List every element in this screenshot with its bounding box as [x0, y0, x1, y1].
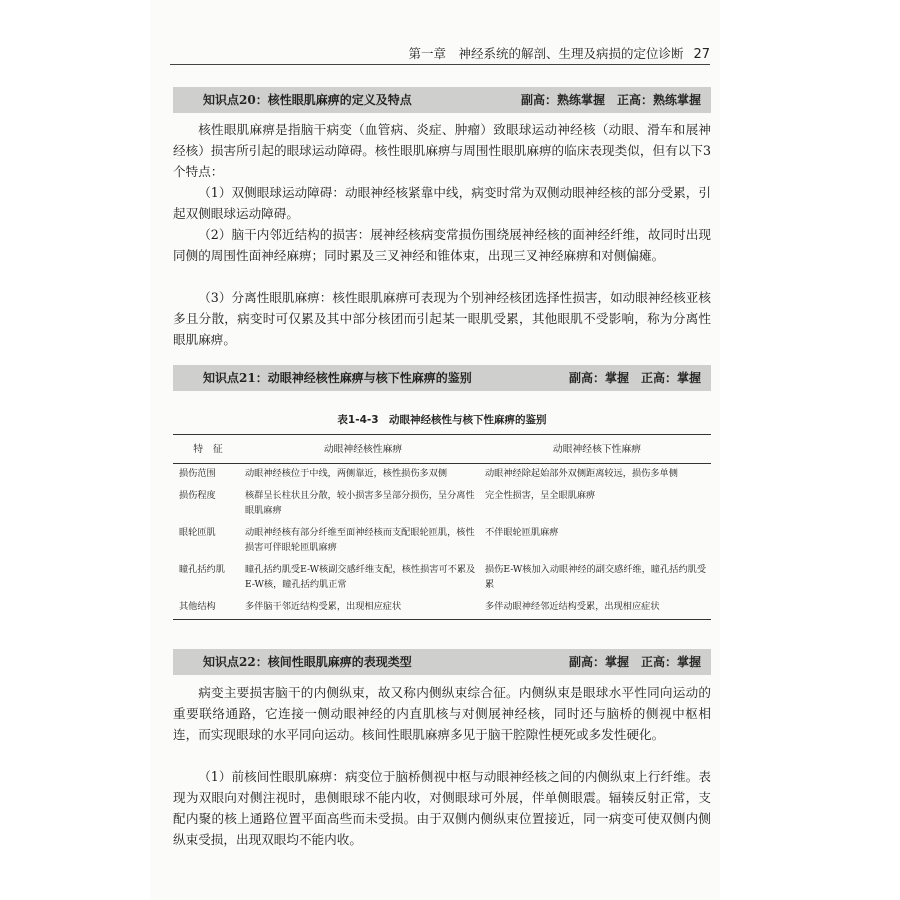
kp20-point-1: （1）双侧眼球运动障碍：动眼神经核紧靠中线，病变时常为双侧动眼神经核的部分受累，引起双侧眼球运动障碍。: [173, 185, 711, 221]
nuclear-cell: 瞳孔括约肌受E-W核副交感纤维支配，核性损害可不累及E-W核，瞳孔括约肌正常: [245, 564, 476, 590]
kp22-intro-paragraph: 病变主要损害脑干的内侧纵束，故又称内侧纵束综合征。内侧纵束是眼球水平性同向运动的重要联络通路，它连接一侧动眼神经的内直肌核与对侧展神经核，同时还与脑桥的侧视中枢相连，而实现眼球的水平同向运动。核间性眼肌麻痹多见于脑干腔隙性梗死或多发性硬化。: [173, 685, 711, 742]
table-row: [173, 523, 711, 560]
infranuclear-cell: 多伴动眼神经邻近结构受累，出现相应症状: [483, 597, 711, 620]
knowledge-point-22-banner: [173, 649, 711, 675]
knowledge-point-21-banner: [173, 365, 711, 391]
nuclear-cell: 动眼神经核位于中线，两侧靠近，核性损伤多双侧: [245, 468, 448, 479]
nuclear-cell: 动眼神经核有部分纤维至面神经核而支配眼轮匝肌，核性损害可伴眼轮匝肌麻痹: [245, 527, 475, 553]
feature-cell: 其他结构: [173, 597, 243, 620]
knowledge-point-20-banner: [173, 87, 711, 113]
header-infranuclear: 动眼神经核下性麻痹: [483, 435, 711, 464]
feature-cell: 眼轮匝肌: [179, 527, 216, 538]
table-caption: 表1-4-3 动眼神经核性与核下性麻痹的鉴别: [337, 414, 547, 426]
header-nuclear: 动眼神经核性麻痹: [243, 435, 483, 464]
kp22-level: 副高：掌握 正高：掌握: [568, 655, 701, 669]
kp20-intro-paragraph: 核性眼肌麻痹是指脑干病变（血管病、炎症、肿瘤）致眼球运动神经核（动眼、滑车和展神经核）损害所引起的眼球运动障碍。核性眼肌麻痹与周围性眼肌麻痹的临床表现类似，但有以下3个特点：: [173, 122, 711, 179]
infranuclear-cell: 动眼神经除起始部外双侧距离较远，损伤多单侧: [485, 468, 678, 479]
feature-cell: 损伤范围: [179, 468, 216, 479]
chapter-title: 第一章 神经系统的解剖、生理及病损的定位诊断: [408, 46, 684, 61]
table-row: [173, 597, 711, 620]
infranuclear-cell: 不伴眼轮匝肌麻痹: [485, 527, 559, 538]
table-row: [173, 464, 711, 487]
infranuclear-cell: 损伤E-W核加入动眼神经的副交感纤维，瞳孔括约肌受累: [485, 564, 707, 590]
table-row: [173, 486, 711, 523]
nuclear-cell: 核群呈长柱状且分散，较小损害多呈部分损伤，呈分离性眼肌麻痹: [245, 490, 475, 516]
page-number: 27: [693, 47, 710, 62]
kp22-title: 知识点22：核间性眼肌麻痹的表现类型: [203, 655, 412, 669]
feature-cell: 损伤程度: [179, 490, 216, 501]
table-row: [173, 560, 711, 597]
running-header: [170, 44, 710, 65]
header-feature: 特 征: [173, 435, 243, 464]
kp20-point-2: （2）脑干内邻近结构的损害：展神经核病变常损伤围绕展神经核的面神经纤维，故同时出现同侧的周围性面神经麻痹；同时累及三叉神经和锥体束，出现三叉神经麻痹和对侧偏瘫。: [173, 227, 711, 263]
kp21-level: 副高：掌握 正高：掌握: [568, 371, 701, 385]
kp22-point-1: （1）前核间性眼肌麻痹：病变位于脑桥侧视中枢与动眼神经核之间的内侧纵束上行纤维。表现为双眼向对侧注视时，患侧眼球不能内收，对侧眼球可外展，伴单侧眼震。辐辏反射正常，支配内聚的核上通路位置平面高些而未受损。由于双侧内侧纵束位置接近，同一病变可使双侧内侧纵束受损，出现双眼均不能内收。: [173, 769, 711, 847]
kp20-title: 知识点20：核性眼肌麻痹的定义及特点: [203, 93, 412, 107]
table-header-row: [173, 435, 711, 464]
kp21-title: 知识点21：动眼神经核性麻痹与核下性麻痹的鉴别: [203, 371, 472, 385]
feature-cell: 瞳孔括约肌: [179, 564, 225, 575]
nuclear-cell: 多伴脑干邻近结构受累，出现相应症状: [243, 597, 483, 620]
kp20-level: 副高：熟练掌握 正高：熟练掌握: [520, 93, 701, 107]
infranuclear-cell: 完全性损害，呈全眼肌麻痹: [485, 490, 596, 501]
kp20-point-3: （3）分离性眼肌麻痹：核性眼肌麻痹可表现为个别神经核团选择性损害，如动眼神经核亚核多且分散，病变时可仅累及其中部分核团而引起某一眼肌受累，其他眼肌不受影响，称为分离性眼肌麻痹。: [173, 290, 711, 347]
comparison-table: [173, 434, 711, 620]
